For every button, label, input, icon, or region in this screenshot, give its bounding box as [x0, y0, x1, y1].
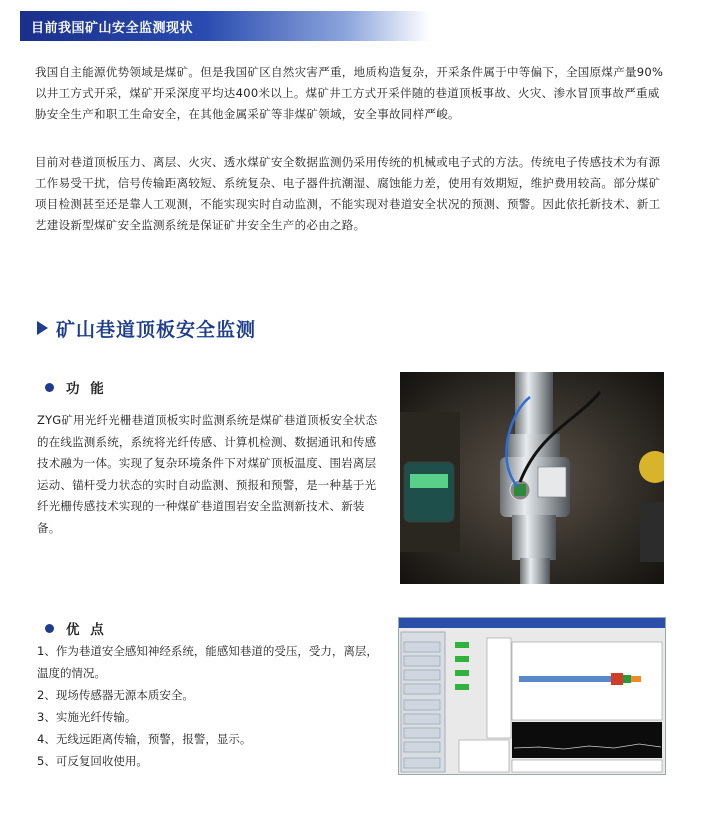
section-title	[37, 315, 256, 342]
dot-bullet-icon	[45, 383, 54, 392]
header-title: 目前我国矿山安全监测现状	[31, 21, 194, 36]
intro-paragraph-1: 我国自主能源优势领域是煤矿。但是我国矿区自然灾害严重，地质构造复杂，开采条件属于中等偏下，全国原煤产量90%以井工方式开采，煤矿开采深度平均达400米以上。煤矿井工方式开采伴随的巷道顶板事故、火灾、渗水冒顶事故严重威胁安全生产和职工生命安全，在其他金属采矿等非煤矿领域，安全事故同样严峻。	[35, 65, 664, 121]
monitoring-software-screenshot	[398, 617, 666, 775]
sensor-device-photo	[400, 372, 664, 584]
intro-paragraph-2: 目前对巷道顶板压力、离层、火灾、透水煤矿安全数据监测仍采用传统的机械或电子式的方法。传统电子传感技术为有源工作易受干扰，信号传输距离较短、系统复杂、电子器件抗潮湿、腐蚀能力差，使用有效期短，维护费用较高。部分煤矿项目检测甚至还是靠人工观测，不能实现实时自动监测，不能实现对巷道安全状况的预测、预警。因此依托新技术、新工艺建设新型煤矿安全监测系统是保证矿井安全生产的必由之路。	[35, 155, 661, 232]
header-banner	[20, 11, 430, 41]
function-text: ZYG矿用光纤光栅巷道顶板实时监测系统是煤矿巷道顶板安全状态的在线监测系统，系统将光纤传感、计算机检测、数据通讯和传感技术融为一体。实现了复杂环境条件下对煤矿顶板温度、围岩离层运动、锚杆受力状态的实时自动监测、预报和预警，是一种基于光纤光栅传感技术实现的一种煤矿巷道围岩安全监测新技术、新装备。	[37, 413, 378, 535]
triangle-bullet-icon	[37, 321, 48, 335]
advantages-heading-text: 优 点	[66, 622, 107, 638]
advantage-item: 1、作为巷道安全感知神经系统，能感知巷道的受压，受力，离层，温度的情况。	[37, 644, 378, 680]
advantage-item: 2、现场传感器无源本质安全。	[37, 688, 194, 702]
advantages-list	[37, 640, 382, 772]
function-heading	[45, 377, 107, 397]
dot-bullet-icon	[45, 624, 54, 633]
advantages-heading	[45, 618, 107, 638]
advantage-item: 4、无线远距离传输，预警，报警，显示。	[37, 732, 252, 746]
section-title-text: 矿山巷道顶板安全监测	[56, 319, 257, 341]
advantage-item: 3、实施光纤传输。	[37, 710, 137, 724]
function-heading-text: 功 能	[66, 381, 107, 397]
advantage-item: 5、可反复回收使用。	[37, 754, 148, 768]
